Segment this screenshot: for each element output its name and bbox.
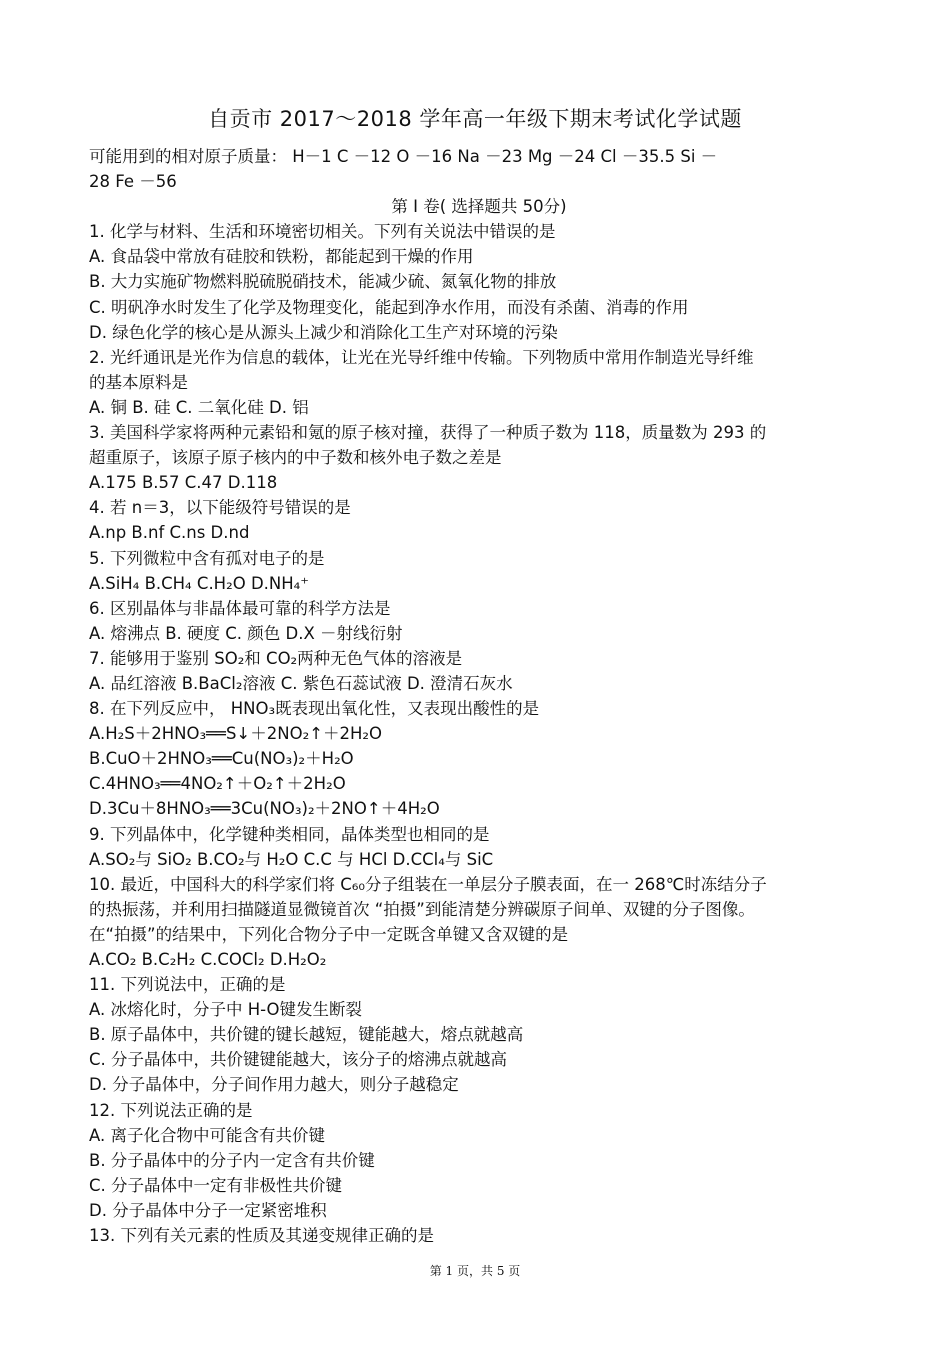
- page-number: 第 1 页，共 5 页: [429, 1264, 521, 1278]
- document-body: [89, 144, 869, 1248]
- option-line: B. 分子晶体中的分子内一定含有共价键: [89, 1150, 375, 1170]
- question-12: 12. 下列说法正确的是: [89, 1100, 253, 1120]
- question-8: 8. 在下列反应中， HNO₃既表现出氧化性，又表现出酸性的是: [89, 699, 540, 719]
- option-line: A.np B.nf C.ns D.nd: [89, 523, 250, 543]
- option-line: A. 食品袋中常放有硅胶和铁粉，都能起到干燥的作用: [89, 247, 474, 267]
- text-line: 的基本原料是: [89, 372, 188, 392]
- text-line: 在“拍摄”的结果中，下列化合物分子中一定既含单键又含双键的是: [89, 924, 569, 944]
- option-line: D. 分子晶体中分子一定紧密堆积: [89, 1200, 327, 1220]
- option-line: A. 离子化合物中可能含有共价键: [89, 1125, 325, 1145]
- option-line: A. 熔沸点 B. 硬度 C. 颜色 D.X －射线衍射: [89, 623, 403, 643]
- text-line: 的热振荡，并利用扫描隧道显微镜首次 “拍摄”到能清楚分辨碳原子间单、双键的分子图像。: [89, 899, 755, 919]
- option-line: A. 铜 B. 硅 C. 二氧化硅 D. 铝: [89, 397, 309, 417]
- option-line: C. 分子晶体中，共价键键能越大，该分子的熔沸点就越高: [89, 1050, 508, 1070]
- text-line: 可能用到的相对原子质量： H－1 C －12 O －16 Na －23 Mg －24 Cl －35.5 Si －: [89, 147, 718, 166]
- option-line: A.SiH₄ B.CH₄ C.H₂O D.NH₄⁺: [89, 573, 309, 593]
- question-5: 5. 下列微粒中含有孤对电子的是: [89, 548, 325, 568]
- question-11: 11. 下列说法中，正确的是: [89, 975, 286, 995]
- option-line: C. 明矾净水时发生了化学及物理变化，能起到净水作用，而没有杀菌、消毒的作用: [89, 297, 689, 317]
- option-line: C.4HNO₃══4NO₂↑＋O₂↑＋2H₂O: [89, 774, 346, 794]
- option-line: D.3Cu＋8HNO₃══3Cu(NO₃)₂＋2NO↑＋4H₂O: [89, 799, 440, 819]
- question-2: 2. 光纤通讯是光作为信息的载体，让光在光导纤维中传输。下列物质中常用作制造光导纤维: [89, 347, 754, 367]
- question-3: 3. 美国科学家将两种元素铅和氪的原子核对撞，获得了一种质子数为 118，质量数为 293 的: [89, 423, 767, 443]
- question-10: 10. 最近，中国科大的科学家们将 C₆₀分子组装在一单层分子膜表面，在一 268℃时冻结分子: [89, 874, 767, 894]
- question-4: 4. 若 n＝3，以下能级符号错误的是: [89, 498, 351, 518]
- text-line: 超重原子，该原子原子核内的中子数和核外电子数之差是: [89, 448, 502, 468]
- question-9: 9. 下列晶体中，化学键种类相同，晶体类型也相同的是: [89, 824, 490, 844]
- section-heading: 第 Ⅰ 卷( 选择题共 50分): [391, 197, 567, 217]
- option-line: B. 原子晶体中，共价键的键长越短，键能越大，熔点就越高: [89, 1025, 524, 1045]
- question-6: 6. 区别晶体与非晶体最可靠的科学方法是: [89, 598, 391, 618]
- option-line: C. 分子晶体中一定有非极性共价键: [89, 1175, 343, 1195]
- text-line: 28 Fe －56: [89, 172, 177, 192]
- option-line: A.H₂S＋2HNO₃══S↓＋2NO₂↑＋2H₂O: [89, 724, 383, 744]
- question-7: 7. 能够用于鉴别 SO₂和 CO₂两种无色气体的溶液是: [89, 648, 463, 668]
- option-line: A.175 B.57 C.47 D.118: [89, 473, 278, 493]
- question-13: 13. 下列有关元素的性质及其递变规律正确的是: [89, 1226, 434, 1246]
- option-line: D. 分子晶体中，分子间作用力越大，则分子越稳定: [89, 1075, 459, 1095]
- option-line: A.CO₂ B.C₂H₂ C.COCl₂ D.H₂O₂: [89, 950, 327, 969]
- option-line: B.CuO＋2HNO₃══Cu(NO₃)₂＋H₂O: [89, 749, 354, 769]
- option-line: D. 绿色化学的核心是从源头上减少和消除化工生产对环境的污染: [89, 322, 558, 342]
- option-line: B. 大力实施矿物燃料脱硫脱硝技术，能减少硫、氮氧化物的排放: [89, 272, 557, 292]
- option-line: A.SO₂与 SiO₂ B.CO₂与 H₂O C.C 与 HCl D.CCl₄与 SiC: [89, 849, 494, 869]
- page-title: 自贡市 2017～2018 学年高一年级下期末考试化学试题: [208, 107, 742, 131]
- option-line: A. 冰熔化时，分子中 H-O键发生断裂: [89, 1000, 363, 1020]
- question-1: 1. 化学与材料、生活和环境密切相关。下列有关说法中错误的是: [89, 222, 556, 242]
- option-line: A. 品红溶液 B.BaCl₂溶液 C. 紫色石蕊试液 D. 澄清石灰水: [89, 673, 513, 693]
